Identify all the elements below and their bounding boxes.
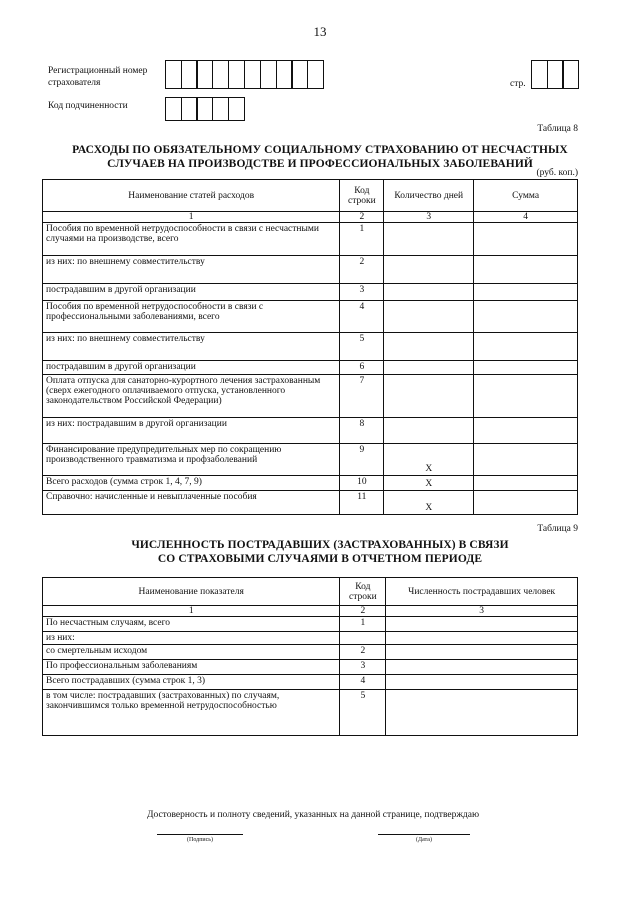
table8-row-name: из них: по внешнему совместительству [43,256,340,284]
table9-row-code [340,632,386,645]
table8-colnum: 4 [474,212,578,223]
table8-row-code: 1 [340,223,384,256]
table8-row-sum[interactable] [474,333,578,361]
date-line[interactable] [378,834,470,835]
table9-label: Таблица 9 [537,524,578,534]
table8-row-name: Оплата отпуска для санаторно-курортного лечения застрахованным (сверх ежегодного оплачиваемого отпуска, установленного законодательством Российской Федерации) [43,375,340,418]
table8-row-sum[interactable] [474,476,578,491]
page-label: стр. [510,79,526,89]
table8-row-code: 4 [340,301,384,333]
page-number: 13 [313,24,327,39]
table9-row-code: 2 [340,645,386,660]
table9-row-name: По профессиональным заболеваниям [43,660,340,675]
table8-row-days: X [384,491,474,515]
table8-row-days[interactable] [384,284,474,301]
table8-colnum: 3 [384,212,474,223]
table8-row-days: X [384,444,474,476]
table8-unit: (руб. коп.) [536,168,578,178]
table8-row-code: 10 [340,476,384,491]
table8-row-code: 5 [340,333,384,361]
table9-header-value: Численность пострадавших человек [386,578,578,606]
table8-row-code: 6 [340,361,384,375]
table8-row-sum[interactable] [474,418,578,444]
table8-row-sum[interactable] [474,256,578,284]
table9-colnum: 1 [43,606,340,617]
table9-header-code: Код строки [340,578,386,606]
table9-row-value [386,632,578,645]
table8-header-days: Количество дней [384,180,474,212]
table8-row-code: 11 [340,491,384,515]
table9-row-name: По несчастным случаям, всего [43,617,340,632]
table9-row-code: 3 [340,660,386,675]
table8-row-code: 9 [340,444,384,476]
table8-row-sum[interactable] [474,284,578,301]
subordination-cells[interactable] [166,97,245,121]
table9-row-code: 5 [340,690,386,736]
table9-row-value[interactable] [386,645,578,660]
table8-row-code: 8 [340,418,384,444]
table8-row-sum[interactable] [474,375,578,418]
table8-row-sum[interactable] [474,301,578,333]
subordination-label: Код подчиненности [48,101,128,111]
table8-colnum: 2 [340,212,384,223]
table9-colnum: 3 [386,606,578,617]
confirmation-text: Достоверность и полноту сведений, указанных на данной странице, подтверждаю [147,810,480,820]
table8-row-days[interactable] [384,256,474,284]
table8 [42,179,578,515]
table8-row-days[interactable] [384,223,474,256]
table9-row-value[interactable] [386,617,578,632]
table8-row-days: X [384,476,474,491]
table8-colnum: 1 [43,212,340,223]
table8-row-days[interactable] [384,375,474,418]
table8-row-name: Пособия по временной нетрудоспособности в связи с несчастными случаями на производстве, всего [43,223,340,256]
table8-row-sum[interactable] [474,361,578,375]
table8-row-name: Всего расходов (сумма строк 1, 4, 7, 9) [43,476,340,491]
table9-row-value[interactable] [386,660,578,675]
table8-label: Таблица 8 [537,124,578,134]
table8-row-name: из них: по внешнему совместительству [43,333,340,361]
table9-colnum: 2 [340,606,386,617]
table8-header-sum: Сумма [474,180,578,212]
table9-row-name: со смертельным исходом [43,645,340,660]
table9-header-name: Наименование показателя [43,578,340,606]
date-caption: (Дата) [416,837,432,843]
table8-row-sum[interactable] [474,223,578,256]
table8-row-name: Справочно: начисленные и невыплаченные пособия [43,491,340,515]
table8-row-code: 3 [340,284,384,301]
table9-row-code: 1 [340,617,386,632]
table9-row-name: из них: [43,632,340,645]
table9-row-value[interactable] [386,675,578,690]
table8-row-days[interactable] [384,418,474,444]
table8-row-name: пострадавшим в другой организации [43,361,340,375]
reg-number-label: Регистрационный номер страхователя [48,66,148,88]
page-number-cells[interactable] [532,60,579,89]
table8-row-name: из них: пострадавшим в другой организации [43,418,340,444]
table8-header-code: Код строки [340,180,384,212]
table8-row-code: 7 [340,375,384,418]
table8-title: РАСХОДЫ ПО ОБЯЗАТЕЛЬНОМУ СОЦИАЛЬНОМУ СТРАХОВАНИЮ ОТ НЕСЧАСТНЫХ СЛУЧАЕВ НА ПРОИЗВОДСТВЕ И ПРОФЕССИОНАЛЬНЫХ ЗАБОЛЕВАНИЙ [72,144,568,170]
table8-header-name: Наименование статей расходов [43,180,340,212]
table9-title: ЧИСЛЕННОСТЬ ПОСТРАДАВШИХ (ЗАСТРАХОВАННЫХ) В СВЯЗИ СО СТРАХОВЫМИ СЛУЧАЯМИ В ОТЧЕТНОМ ПЕРИОДЕ [131,539,509,565]
table8-row-days[interactable] [384,361,474,375]
table9-row-code: 4 [340,675,386,690]
reg-number-cells[interactable] [166,60,324,89]
signature-line[interactable] [157,834,243,835]
table8-row-sum[interactable] [474,444,578,476]
table8-row-code: 2 [340,256,384,284]
signature-caption: (Подпись) [186,837,214,843]
table9-row-value[interactable] [386,690,578,736]
table8-row-sum[interactable] [474,491,578,515]
table9 [42,577,578,736]
table9-row-name: в том числе: пострадавших (застрахованных) по случаям, закончившимся только временной нетрудоспособностью [43,690,340,736]
table8-row-days[interactable] [384,333,474,361]
table9-row-name: Всего пострадавших (сумма строк 1, 3) [43,675,340,690]
table8-row-name: Финансирование предупредительных мер по сокращению производственного травматизма и профзаболеваний [43,444,340,476]
table8-row-name: пострадавшим в другой организации [43,284,340,301]
table8-row-name: Пособия по временной нетрудоспособности в связи с профессиональными заболеваниями, всего [43,301,340,333]
table8-row-days[interactable] [384,301,474,333]
